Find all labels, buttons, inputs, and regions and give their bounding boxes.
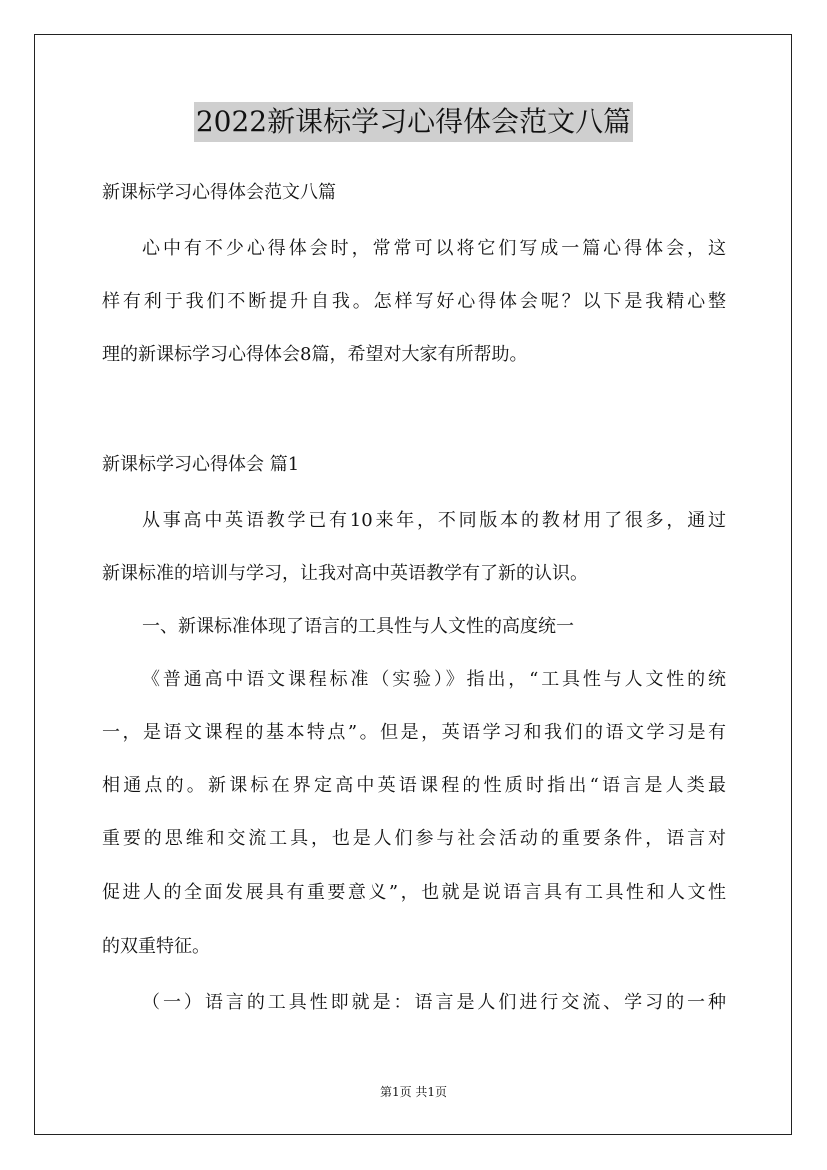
- document-title: 2022新课标学习心得体会范文八篇: [194, 102, 633, 142]
- paragraph-line: 心中有不少心得体会时，常常可以将它们写成一篇心得体会，这: [142, 238, 726, 259]
- paragraph-line: 相通点的。新课标在界定高中英语课程的性质时指出“语言是人类最: [102, 775, 726, 796]
- paragraph-line: （一）语言的工具性即就是：语言是人们进行交流、学习的一种: [142, 992, 726, 1013]
- page-footer: 第1页 共1页: [379, 1085, 448, 1099]
- paragraph-line: 《普通高中语文课程标准（实验）》指出，“工具性与人文性的统: [142, 669, 726, 690]
- title-container: [0, 102, 827, 142]
- paragraph-line: 样有利于我们不断提升自我。怎样写好心得体会呢？以下是我精心整: [102, 291, 726, 312]
- paragraph-line: 的双重特征。: [102, 936, 210, 957]
- subtitle: 新课标学习心得体会范文八篇: [102, 182, 336, 203]
- paragraph-line: 新课标准的培训与学习，让我对高中英语教学有了新的认识。: [102, 563, 588, 584]
- paragraph-line: 一、新课标准体现了语言的工具性与人文性的高度统一: [142, 616, 574, 637]
- paragraph-line: 重要的思维和交流工具，也是人们参与社会活动的重要条件，语言对: [102, 828, 726, 849]
- paragraph-line: 促进人的全面发展具有重要意义”，也就是说语言具有工具性和人文性: [102, 882, 726, 903]
- paragraph-line: 理的新课标学习心得体会8篇，希望对大家有所帮助。: [102, 344, 528, 365]
- paragraph-line: 一，是语文课程的基本特点”。但是，英语学习和我们的语文学习是有: [102, 722, 726, 743]
- paragraph-line: 从事高中英语教学已有10来年，不同版本的教材用了很多，通过: [142, 510, 726, 531]
- section-heading: 新课标学习心得体会 篇1: [102, 454, 300, 475]
